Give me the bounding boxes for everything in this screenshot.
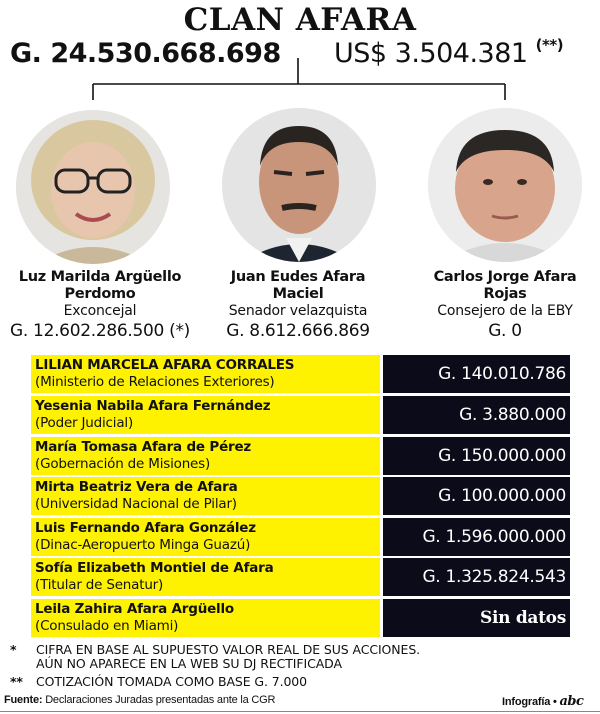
- relative-name: María Tomasa Afara de Pérez: [35, 439, 252, 455]
- relative-org: (Ministerio de Relaciones Exteriores): [35, 374, 275, 390]
- relative-value: G. 150.000.000: [383, 437, 570, 475]
- abc-logo: abc: [559, 694, 584, 709]
- total-dollars-value: US$ 3.504.381: [334, 38, 528, 69]
- portrait-juan-eudes-image: [222, 108, 376, 262]
- relative-org: (Dinac-Aeropuerto Minga Guazú): [35, 537, 251, 553]
- person-role: Exconcejal: [63, 303, 137, 319]
- relative-org: (Consulado en Miami): [35, 618, 179, 634]
- person-caption-juan-eudes: [198, 269, 398, 341]
- relative-row: [31, 558, 570, 596]
- relative-name: Leila Zahira Afara Argüello: [35, 601, 234, 617]
- portrait-carlos-jorge: [428, 108, 582, 262]
- relative-org: (Titular de Senatur): [35, 577, 164, 593]
- footnote-double: [10, 675, 307, 689]
- relative-name: LILIAN MARCELA AFARA CORRALES: [35, 357, 295, 373]
- relative-org: (Poder Judicial): [35, 415, 134, 431]
- person-name-line2: Perdomo: [64, 286, 136, 302]
- source-label: Fuente:: [4, 694, 43, 706]
- portrait-juan-eudes: [222, 108, 376, 262]
- relative-label: [31, 518, 380, 556]
- relative-row: [31, 518, 570, 556]
- source-text: Declaraciones Juradas presentadas ante la CGR: [45, 694, 276, 706]
- infographic-title: CLAN AFARA: [183, 2, 417, 38]
- total-guaranies: G. 24.530.668.698: [10, 38, 281, 69]
- relative-row: [31, 437, 570, 475]
- relative-label: [31, 599, 380, 637]
- source-footer: [4, 694, 275, 706]
- relative-name: Sofía Elizabeth Montiel de Afara: [35, 560, 274, 576]
- relative-value: Sin datos: [383, 599, 570, 637]
- relative-value: G. 100.000.000: [383, 477, 570, 515]
- relative-label: [31, 355, 380, 393]
- relative-name: Yesenia Nabila Afara Fernández: [35, 398, 271, 414]
- bottom-divider: [0, 711, 600, 712]
- relative-row: [31, 396, 570, 434]
- relative-row: [31, 477, 570, 515]
- relative-org: (Gobernación de Misiones): [35, 456, 211, 472]
- relative-label: [31, 558, 380, 596]
- footnote-line2: AÚN NO APARECE EN LA WEB SU DJ RECTIFICADA: [36, 656, 342, 671]
- relative-value: G. 1.596.000.000: [383, 518, 570, 556]
- portrait-luz-marilda: [16, 110, 170, 264]
- relative-label: [31, 477, 380, 515]
- person-amount: G. 8.612.666.869: [226, 321, 370, 341]
- person-role: Senador velazquista: [228, 303, 368, 319]
- total-dollars-mark: (**): [535, 36, 564, 54]
- footnote-line1: CIFRA EN BASE AL SUPUESTO VALOR REAL DE SUS ACCIONES.: [36, 642, 421, 657]
- relative-label: [31, 396, 380, 434]
- relative-name: Mirta Beatriz Vera de Afara: [35, 479, 238, 495]
- relative-value: G. 1.325.824.543: [383, 558, 570, 596]
- credit-text: Infografía •: [502, 696, 557, 708]
- person-caption-luz-marilda: [0, 269, 200, 341]
- portrait-carlos-jorge-image: [428, 108, 582, 262]
- relative-value: G. 3.880.000: [383, 396, 570, 434]
- person-role: Consejero de la EBY: [437, 303, 573, 319]
- relative-org: (Universidad Nacional de Pilar): [35, 496, 237, 512]
- person-name-line1: Juan Eudes Afara: [230, 269, 366, 285]
- credit: [502, 694, 583, 709]
- relative-name: Luis Fernando Afara González: [35, 520, 256, 536]
- person-name-line2: Maciel: [272, 286, 324, 302]
- relative-label: [31, 437, 380, 475]
- person-name-line2: Rojas: [483, 286, 527, 302]
- footnote-line1: COTIZACIÓN TOMADA COMO BASE G. 7.000: [36, 674, 308, 689]
- relative-row: [31, 355, 570, 393]
- person-name-line1: Luz Marilda Argüello: [18, 269, 182, 285]
- person-amount: G. 12.602.286.500 (*): [9, 321, 191, 341]
- person-caption-carlos-jorge: [405, 269, 600, 341]
- relative-row: [31, 599, 570, 637]
- person-name-line1: Carlos Jorge Afara: [433, 269, 577, 285]
- footnote-mark: *: [10, 642, 17, 657]
- footnote-mark: **: [10, 674, 23, 689]
- footnote-single: [10, 643, 420, 671]
- person-amount: G. 0: [488, 321, 522, 341]
- relative-value: G. 140.010.786: [383, 355, 570, 393]
- family-bracket: [0, 0, 600, 110]
- portrait-luz-marilda-image: [16, 110, 170, 264]
